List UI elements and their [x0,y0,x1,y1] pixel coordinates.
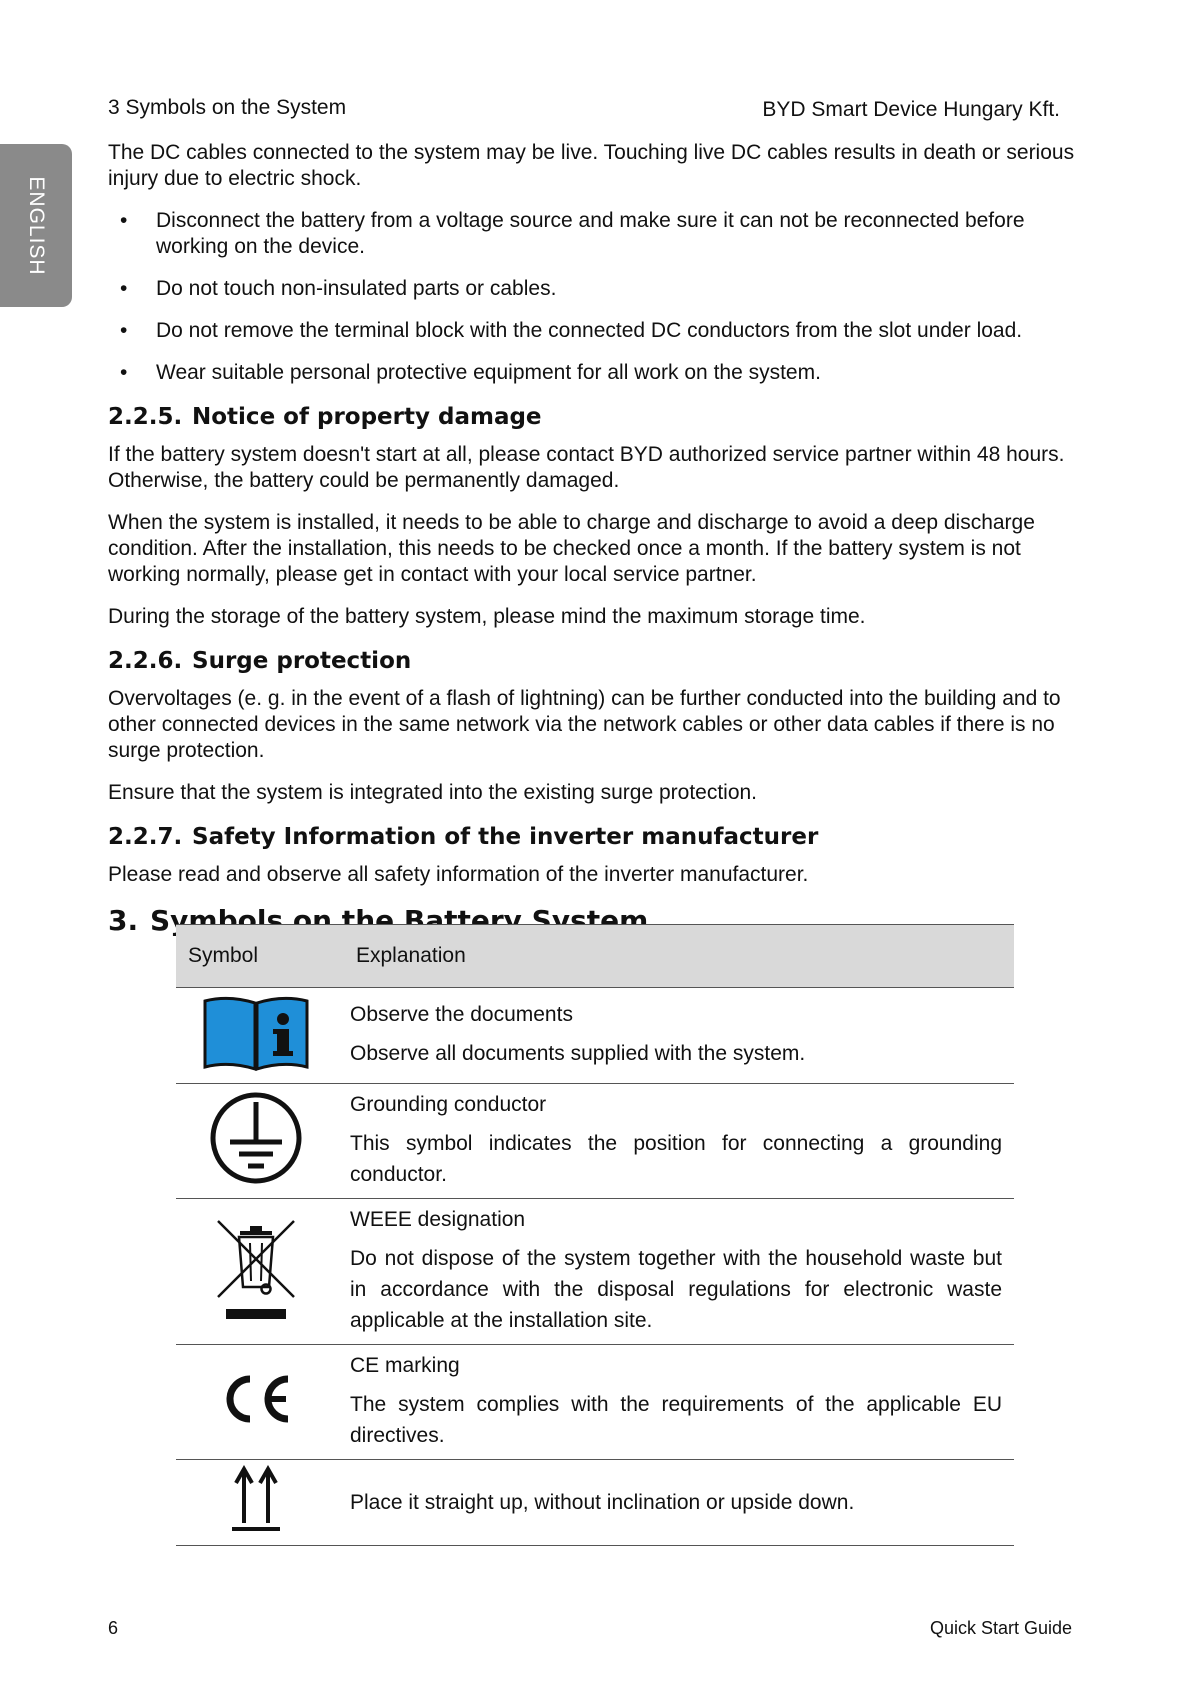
section-title: Safety Information of the inverter manufacturer [192,824,819,850]
table-header-row [176,925,1014,988]
paragraph: Please read and observe all safety information of the inverter manufacturer. [108,863,809,886]
list-item [108,318,1088,344]
language-tab-label: ENGLISH [25,176,48,276]
list-item-text: Disconnect the battery from a voltage source and make sure it can not be reconnected before working on the device. [156,209,1025,258]
weee-bin-icon [214,1217,298,1321]
symbol-title: Grounding conductor [350,1093,547,1116]
safety-bullet-list [108,208,1088,386]
footer-document-title: Quick Start Guide [929,1618,1072,1638]
section-title: Notice of property damage [192,404,542,430]
manual-info-icon [201,993,311,1073]
table-row [176,1199,1014,1345]
ce-mark-icon [216,1369,296,1429]
table-row [176,1460,1014,1546]
symbol-description: This symbol indicates the position for connecting a grounding conductor. [350,1132,1002,1186]
symbol-title: CE marking [350,1354,460,1377]
symbol-description: Observe all documents supplied with the system. [350,1042,806,1065]
symbol-title: Observe the documents [350,1003,573,1026]
list-item-text: Do not remove the terminal block with the connected DC conductors from the slot under load. [156,319,1023,342]
section-title: Surge protection [192,648,412,674]
section-heading-2-2-7 [108,822,1088,852]
symbol-title: WEEE designation [350,1208,526,1231]
chapter-number: 3. [108,904,139,937]
section-number: 2.2.5. [108,404,183,430]
table-row [176,988,1014,1084]
list-item [108,360,1088,386]
symbols-table [176,924,1014,1546]
paragraph: If the battery system doesn't start at all, please contact BYD authorized service partner within 48 hours. Otherwise, the battery could be permanently damaged. [108,443,1065,492]
chapter-title: Symbols on the Battery System [150,904,649,937]
intro-paragraph: The DC cables connected to the system may be live. Touching live DC cables results in death or serious injury due to electric shock. [108,141,1075,190]
running-header-chapter: 3 Symbols on the System [108,96,347,119]
section-heading-2-2-6 [108,646,1088,676]
section-heading-2-2-5 [108,402,1088,432]
running-header-company: BYD Smart Device Hungary Kft. [762,98,1060,121]
page-number: 6 [108,1618,119,1638]
list-item [108,276,1088,302]
list-item-text: Wear suitable personal protective equipment for all work on the system. [156,361,821,384]
symbol-description: Place it straight up, without inclination or upside down. [350,1491,855,1514]
section-number: 2.2.7. [108,824,183,850]
language-tab [0,144,72,307]
bullet-marker: • [120,361,128,384]
main-content [108,140,1088,938]
symbol-description: Do not dispose of the system together with the household waste but in accordance with the disposal regulations for electronic waste applicable at the installation site. [350,1247,1002,1332]
ground-icon [208,1090,304,1186]
section-number: 2.2.6. [108,648,183,674]
list-item [108,208,1088,260]
bullet-marker: • [120,209,128,232]
table-row [176,1345,1014,1460]
paragraph: When the system is installed, it needs to be able to charge and discharge to avoid a deep discharge condition. After the installation, this needs to be checked once a month. If the battery system is not working normally, please get in contact with your local service partner. [108,511,1035,586]
column-header-explanation: Explanation [356,944,466,967]
paragraph: Overvoltages (e. g. in the event of a flash of lightning) can be further conducted into the building and to other connected devices in the same network via the network cables or other data cables if there is no surge protection. [108,687,1061,762]
paragraph: Ensure that the system is integrated into the existing surge protection. [108,781,758,804]
symbol-description: The system complies with the requirements of the applicable EU directives. [350,1393,1002,1447]
this-way-up-icon [226,1465,286,1535]
paragraph: During the storage of the battery system, please mind the maximum storage time. [108,605,866,628]
table-row [176,1084,1014,1199]
bullet-marker: • [120,319,128,342]
column-header-symbol: Symbol [188,944,259,967]
list-item-text: Do not touch non-insulated parts or cables. [156,277,557,300]
bullet-marker: • [120,277,128,300]
